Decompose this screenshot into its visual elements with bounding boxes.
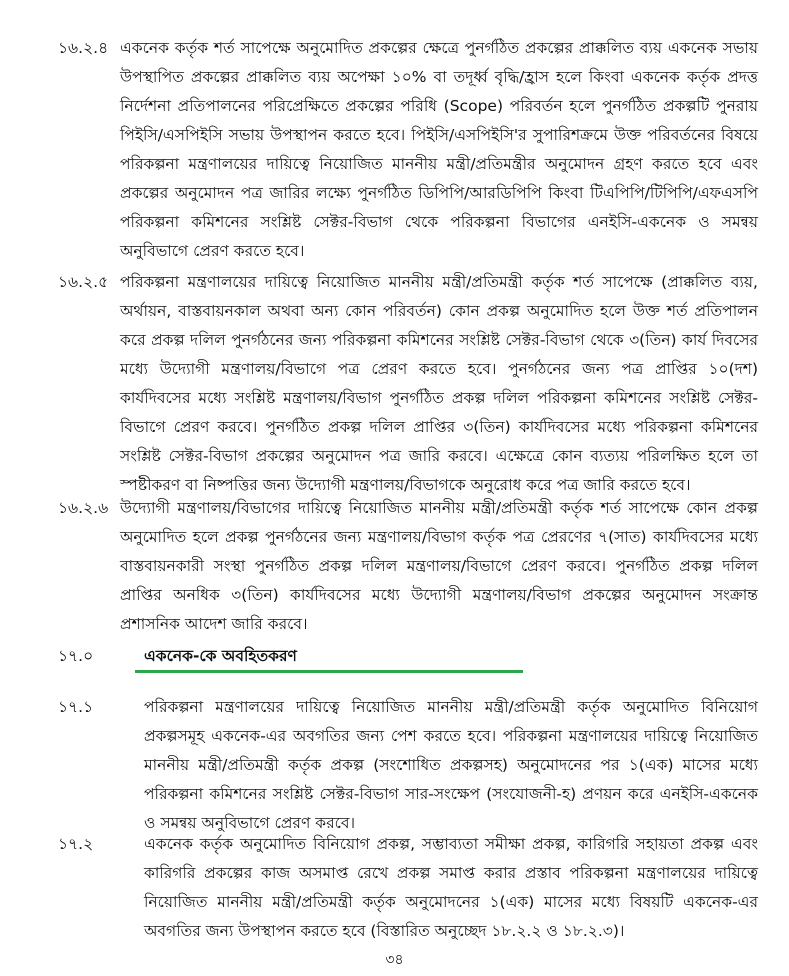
page-number: ৩৪ bbox=[385, 952, 404, 968]
heading-number: ১৭.০ bbox=[58, 647, 94, 665]
section-16-2-6 bbox=[58, 494, 758, 639]
section-17-1 bbox=[58, 693, 758, 838]
section-text: উদ্যোগী মন্ত্রণালয়/বিভাগের দায়িত্বে নিয়োজিত মাননীয় মন্ত্রী/প্রতিমন্ত্রী কর্তৃক শর্ত সাপেক্ষে কোন প্রকল্প অনুমোদিত হলে প্রকল্প পুনর্গঠনের জন্য মন্ত্রণালয়/বিভাগ কর্তৃক পত্র প্রেরণের ৭(সাত) কার্যদিবসের মধ্যে বাস্তবায়নকারী সংস্থা পুনর্গঠিত প্রকল্প দলিল মন্ত্রণালয়/বিভাগে প্রেরণ করবে। পুনর্গঠিত প্রকল্প দলিল প্রাপ্তির অনধিক ৩(তিন) কার্যদিবসের মধ্যে উদ্যোগী মন্ত্রণালয়/বিভাগ প্রকল্পের অনুমোদন সংক্রান্ত প্রশাসনিক আদেশ জারি করবে। bbox=[120, 499, 758, 633]
section-text: পরিকল্পনা মন্ত্রণালয়ের দায়িত্বে নিয়োজিত মাননীয় মন্ত্রী/প্রতিমন্ত্রী কর্তৃক অনুমোদিত বিনিয়োগ প্রকল্পসমূহ একনেক-এর অবগতির জন্য পেশ করতে হবে। পরিকল্পনা মন্ত্রণালয়ের দায়িত্বে নিয়োজিত মাননীয় মন্ত্রী/প্রতিমন্ত্রী কর্তৃক প্রকল্প (সংশোধিত প্রকল্পসহ) অনুমোদনের পর ১(এক) মাসের মধ্যে পরিকল্পনা কমিশনের সংশ্লিষ্ট সেক্টর-বিভাগ সার-সংক্ষেপ (সংযোজনী-হ) প্রণয়ন করে এনইসি-একনেক ও সমন্বয় অনুবিভাগে প্রেরণ করবে। bbox=[144, 698, 758, 832]
section-number: ১৬.২.৫ bbox=[58, 273, 109, 291]
section-text: একনেক কর্তৃক শর্ত সাপেক্ষে অনুমোদিত প্রকল্পের ক্ষেত্রে পুনর্গঠিত প্রকল্পের প্রাক্কলিত ব্যয় একনেক সভায় উপস্থাপিত প্রকল্পের প্রাক্কলিত ব্যয় অপেক্ষা ১০% বা তদূর্ধ্ব বৃদ্ধি/হ্রাস হলে কিংবা একনেক কর্তৃক প্রদত্ত নির্দেশনা প্রতিপালনের পরিপ্রেক্ষিতে প্রকল্পের পরিধি (Scope) পরিবর্তন হলে পুনর্গঠিত প্রকল্পটি পুনরায় পিইসি/এসপিইসি সভায় উপস্থাপন করতে হবে। পিইসি/এসপিইসি'র সুপারিশক্রমে উক্ত পরিবর্তনের বিষয়ে পরিকল্পনা মন্ত্রণালয়ের দায়িত্বে নিয়োজিত মাননীয় মন্ত্রী/প্রতিমন্ত্রীর অনুমোদন গ্রহণ করতে হবে এবং প্রকল্পের অনুমোদন পত্র জারির লক্ষ্যে পুনর্গঠিত ডিপিপি/আরডিপিপি কিংবা টিএপিপি/টিপিপি/এফএসপি পরিকল্পনা কমিশনের সংশ্লিষ্ট সেক্টর-বিভাগ থেকে পরিকল্পনা বিভাগের এনইসি-একনেক ও সমন্বয় অনুবিভাগে প্রেরণ করতে হবে। bbox=[120, 39, 758, 260]
section-text: পরিকল্পনা মন্ত্রণালয়ের দায়িত্বে নিয়োজিত মাননীয় মন্ত্রী/প্রতিমন্ত্রী কর্তৃক শর্ত সাপেক্ষে (প্রাক্কলিত ব্যয়, অর্থায়ন, বাস্তবায়নকাল অথবা অন্য কোন পরিবর্তন) কোন প্রকল্প অনুমোদিত হলে উক্ত শর্ত প্রতিপালন করে প্রকল্প দলিল পুনর্গঠনের জন্য পরিকল্পনা কমিশনের সংশ্লিষ্ট সেক্টর-বিভাগ থেকে ৩(তিন) কার্য দিবসের মধ্যে উদ্যোগী মন্ত্রণালয়/বিভাগে পত্র প্রেরণ করতে হবে। পুনর্গঠনের জন্য পত্র প্রাপ্তির ১০(দশ) কার্যদিবসের মধ্যে সংশ্লিষ্ট মন্ত্রণালয়/বিভাগ পুনর্গঠিত প্রকল্প দলিল পরিকল্পনা কমিশনের সংশ্লিষ্ট সেক্টর-বিভাগে প্রেরণ করবে। পুনর্গঠিত প্রকল্প দলিল প্রাপ্তির ৩(তিন) কার্যদিবসের মধ্যে পরিকল্পনা কমিশনের সংশ্লিষ্ট সেক্টর-বিভাগ প্রকল্পের অনুমোদন পত্র জারি করবে। এক্ষেত্রে কোন ব্যত্যয় পরিলক্ষিত হলে তা স্পষ্টীকরণ বা নিষ্পত্তির জন্য উদ্যোগী মন্ত্রণালয়/বিভাগকে অনুরোধ করে পত্র জারি করতে হবে। bbox=[120, 273, 758, 494]
section-16-2-4 bbox=[58, 34, 758, 266]
section-number: ১৬.২.৬ bbox=[58, 499, 109, 517]
heading-title: একনেক-কে অবহিতকরণ bbox=[144, 647, 297, 665]
section-17-2 bbox=[58, 830, 758, 946]
section-number: ১৬.২.৪ bbox=[58, 39, 109, 57]
section-number: ১৭.২ bbox=[58, 835, 94, 853]
section-text: একনেক কর্তৃক অনুমোদিত বিনিয়োগ প্রকল্প, সম্ভাব্যতা সমীক্ষা প্রকল্প, কারিগরি সহায়তা প্রকল্প এবং কারিগরি প্রকল্পের কাজ অসমাপ্ত রেখে প্রকল্প সমাপ্ত করার প্রস্তাব পরিকল্পনা মন্ত্রণালয়ের দায়িত্বে নিয়োজিত মাননীয় মন্ত্রী/প্রতিমন্ত্রী কর্তৃক অনুমোদনের ১(এক) মাসের মধ্যে বিষয়টি একনেক-এর অবগতির জন্য উপস্থাপন করতে হবে (বিস্তারিত অনুচ্ছেদ ১৮.২.২ ও ১৮.২.৩)। bbox=[144, 835, 758, 940]
section-16-2-5 bbox=[58, 268, 758, 500]
section-number: ১৭.১ bbox=[58, 698, 94, 716]
heading-underline bbox=[135, 670, 523, 673]
